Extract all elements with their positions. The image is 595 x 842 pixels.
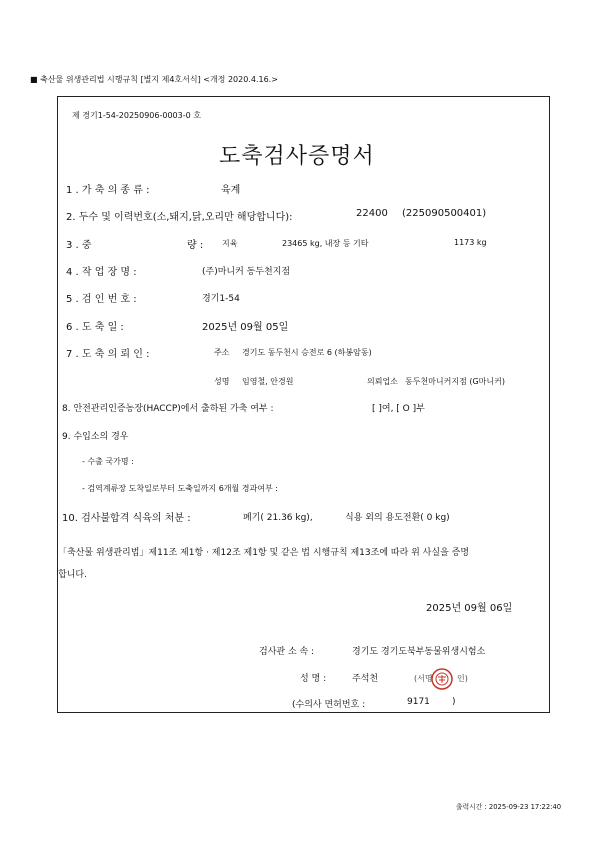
form-header-note: ■ 축산물 위생관리법 시행규칙 [별지 제4호서식] <개정 2020.4.16.> xyxy=(30,75,278,84)
trace-number: (225090500401) xyxy=(402,208,487,219)
export-country: - 수출 국가명 : xyxy=(82,457,134,466)
head-count: 22400 xyxy=(356,208,388,219)
row8-label: 8. 안전관리인증농장(HACCP)에서 출하된 가축 여부 : xyxy=(62,404,274,414)
inspector-name: 주석천 xyxy=(352,674,379,684)
row9-label: 9. 수입소의 경우 xyxy=(62,432,129,442)
certification-text-end: 합니다. xyxy=(58,570,87,580)
other-use-amount: 식용 외의 용도전환( 0 kg) xyxy=(345,513,450,523)
license-number: 9171 xyxy=(407,697,430,707)
document-title: 도축검사증명서 xyxy=(219,144,375,169)
client-name: 임영철, 안경원 xyxy=(242,377,294,386)
signature-label: (서명 xyxy=(414,674,433,683)
row2-label: 2. 두수 및 이력번호(소,돼지,닭,오리만 해당합니다): xyxy=(66,212,293,223)
row1-label: 1 . 가 축 의 종 류 : xyxy=(66,185,150,196)
row5-label: 5 . 검 인 번 호 : xyxy=(66,294,137,305)
row3-label: 3 . 중 xyxy=(66,240,92,251)
livestock-type: 육계 xyxy=(221,185,241,196)
quarantine-period: - 검역계류장 도착일로부터 도축일까지 6개월 경과여부 : xyxy=(82,484,278,493)
client-address-label: 주소 xyxy=(214,348,230,357)
issue-date: 2025년 09월 06일 xyxy=(426,603,513,614)
client-business-label: 의뢰업소 xyxy=(367,377,398,386)
client-name-label: 성명 xyxy=(214,377,230,386)
print-timestamp: 출력시간 : 2025-09-23 17:22:40 xyxy=(456,802,562,811)
carcass-label: 지육 xyxy=(222,239,238,248)
row4-label: 4 . 작 업 장 명 : xyxy=(66,267,137,278)
inspection-number: 경기1-54 xyxy=(202,294,240,304)
other-weight: 1173 kg xyxy=(454,238,487,247)
row7-label: 7 . 도 축 의 뢰 인 : xyxy=(66,349,150,360)
license-close: ) xyxy=(452,697,456,707)
row3-label-unit: 량 : xyxy=(187,240,204,251)
haccp-choice: [ ]여, [ O ]부 xyxy=(372,404,425,414)
inspector-org: 경기도 경기도북부동물위생시험소 xyxy=(352,647,486,657)
certification-text: 「축산물 위생관리법」제11조 제1항 · 제12조 제1항 및 같은 법 시행규칙 제13조에 따라 위 사실을 증명 xyxy=(58,548,470,558)
official-seal-icon xyxy=(430,667,454,691)
inspector-org-label: 검사관 소 속 : xyxy=(259,647,315,657)
row10-label: 10. 검사불합격 식육의 처분 : xyxy=(62,513,191,524)
client-business: 동두천마니커지점 (G마니커) xyxy=(405,377,505,386)
row6-label: 6 . 도 축 일 : xyxy=(66,322,124,333)
workplace-name: (주)마니커 동두천지점 xyxy=(202,267,291,277)
carcass-weight: 23465 kg, 내장 등 기타 xyxy=(282,239,369,248)
client-address: 경기도 동두천시 승전로 6 (하봉암동) xyxy=(242,348,372,357)
disposal-amount: 폐기( 21.36 kg), xyxy=(243,513,313,523)
license-label: (수의사 면허번호 : xyxy=(292,700,366,710)
document-number: 제 경기1-54-20250906-0003-0 호 xyxy=(72,111,201,120)
seal-label: 인) xyxy=(457,674,468,683)
inspector-name-label: 성 명 : xyxy=(300,674,327,684)
slaughter-date: 2025년 09월 05일 xyxy=(202,322,289,333)
